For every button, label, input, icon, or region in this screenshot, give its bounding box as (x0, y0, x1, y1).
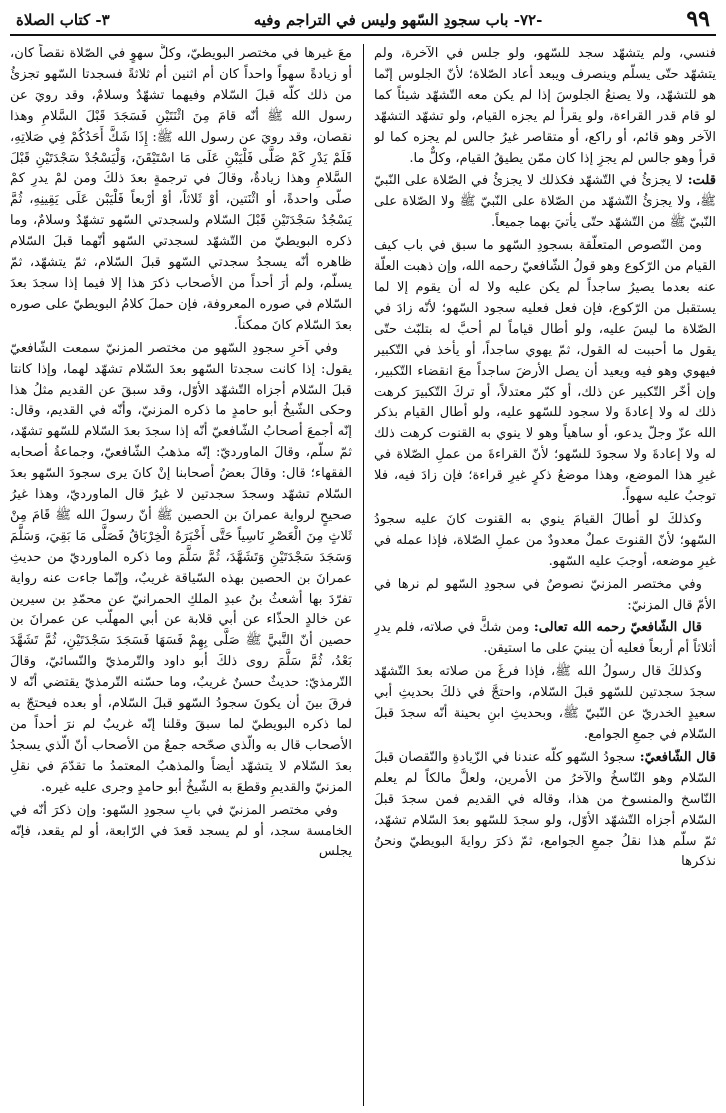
paragraph (10, 801, 352, 864)
running-header (10, 8, 716, 36)
paragraph (374, 236, 716, 508)
paragraph-text: وفي مختصر المزنيّ في بابِ سجودِ السّهو: وإن ذكرَ أنّه في الخامسة سجد، أو لم يسجد قعدَ في الرّابعة، أو لم يقعد، فإنّه يجلس (10, 802, 352, 860)
column-divider (363, 44, 364, 1106)
paragraph-text: معَ غيرها في مختصر البويطيّ، وكلُّ سهوٍ في الصّلاة نقصاً كان، أو زيادةً سهواً واحداً كان أم اثنين أم ثلاثةً فسجدتا السّهو تجزئُ من ذلك كلّه قبلَ السّلام وفيهما تشهّدٌ وسلامٌ، وقد رويَ عن رسول الله ﷺ أنّه قامَ مِنَ اثْنَتَيْنِ فَسَجَدَ قَبْلَ السَّلامِ وهذا نقصان، وقد رويَ عن رسول الله ﷺ: إِذَا شَكَّ أَحَدُكُمْ فِي صَلاتِهِ، فَلَمْ يَدْرِ كَمْ صَلَّى فَلْيَبْنِ عَلَى مَا اسْتَيْقَنَ، وَلْيَسْجُدْ سَجْدَتَيْنِ قَبْلَ السَّلامِ وهذا زيادةٌ، وقالَ في ترجمةٍ بعدَ ذلكَ ومن لمْ يدرِ كمْ صلّى واحدةً، أو اثْنَتين، أوْ ثَلاثاً، أوْ أرْبعاً فَلْيَبْن عَلَى يَقِينِهِ، ثُمَّ يَسْجُدُ سَجْدَتَيْنِ قَبْلَ السّلام ولسجدتي السّهو تشهّدٌ وسلامٌ، وما ذكره البويطيّ من التّشهّد لسجدتي السّهو أنّهما قبلَ السّلام ظاهره أنّه يسجدُ سجدتي السّهو قبلَ السّلام، ثمّ يتشهّد، ثمّ يسلّم، ولم أرَ أحداً من الأصحاب ذكرَ هذا إلا فيما إذا سجدَ بعدَ السّلام في صوره المعروفة، فإن حملَ كلامُ البويطيّ على صوره بعدَ السّلام كانَ ممكناً. (10, 46, 352, 333)
paragraph-text: لا يجزئُ في التّشهّد فكذلك لا يجزئُ في الصّلاة على النّبيّ ﷺ، ولا يجزئُ التّشهّد من الصّلاة على النّبيّ ﷺ ولا الصّلاة على النّبيّ ﷺ من التّشهّد حتّى يأتيَ بهما جميعاً. (374, 173, 716, 231)
paragraph (374, 510, 716, 573)
paragraph-text: وفي مختصر المزنيّ نصوصٌ في سجودِ السّهو لم نرها في الأمّ قال المزنيّ: (374, 576, 716, 613)
page-number: ٩٩ (686, 6, 710, 32)
two-column-body (10, 44, 716, 1106)
paragraph (10, 339, 352, 799)
paragraph (374, 748, 716, 873)
left-column (10, 44, 352, 1106)
paragraph-text: وكذلكَ لو أطالَ القيامَ ينوي به القنوت كانَ عليه سجودُ السّهو؛ لأنّ القنوتَ عملٌ معدودٌ من عملِ الصّلاة، فإذا عمله في غيرِ موضعه، أوجبَ عليه السّهو. (374, 511, 716, 569)
book-title: ٣- كتاب الصلاة (16, 11, 110, 29)
paragraph-lead: قلت: (687, 173, 716, 189)
running-title: -٧٢- باب سجودِ السّهو وليس في التراجم وفيه (253, 11, 543, 29)
paragraph-text: ومن النّصوص المتعلّقة بسجودِ السّهو ما سبق في باب كيف القيام من الرّكوع وهو قولُ الشّافعيّ رحمه الله، وإن ذهبت العلّة عنه بعدما يصيرُ ساجداً لم يكن عليه ولا له أن يقوم إلا لما يستقبل من الرّكوع، فإن فعل فعليه سجود السّهو؛ لأنّه زادَ في الصّلاة ما ليسَ عليه، ولو أطال قياماً لم أحبَّ له بتلبّث حتّى يقول ما أحببت له القول، ثمّ يهوي ساجداً، أو يأخذ في التّكبير فيهوي وهو فيه ويعيد أن يصل الأرضَ ساجداً معَ انقضاء التّكبير، وإن أخّر التّكبير عن ذلك، أو كبّر معتدلاً، أو تركَ التّكبيرَ كرهت ذلك له ولا إعادةَ ولا سجود للسّهو عليه، ولو أطال القيام بذكر الله عزّ وجلّ يدعو، أو ساهياً وهو لا ينوي به القنوت كرهت ذلك له ولا إعادةَ ولا سجودَ للسّهو؛ لأنّ القراءةَ من عملِ الصّلاة في غيرِ هذا الموضع، وهذا موضعُ ذكرٍ غيرِ قراءة؛ فإن زادَ فيه، فلا توجبُ عليه سهواً. (374, 238, 716, 505)
paragraph-text: وكذلكَ قال رسولُ الله ﷺ، فإذا فرغَ من صلاته بعدَ التّشهّد سجدَ سجدتين للسّهو قبلَ السّلام، واحتجَّ في ذلكَ بحديثِ أبي سعيدٍ الخدريّ عن النّبيّ ﷺ، وبحديثِ ابنِ بحينة أنّه سجدَ قبلَ السّلام في جمعِ الجوامع. (374, 664, 716, 742)
paragraph (10, 44, 352, 337)
paragraph (374, 575, 716, 617)
paragraph-lead: قال الشّافعيّ رحمه الله تعالى: (533, 620, 702, 636)
paragraph (374, 44, 716, 169)
paragraph-text: وفي آخرِ سجودِ السّهو من مختصر المزنيّ سمعت الشّافعيّ يقول: إذا كانت سجدتا السّهو بعدَ السّلام تشهّد لهما، وإذا كانتا قبلَ السّلام أجزاه التّشهّد الأوّل، وقد سبقَ عن القديم مثلُ هذا وحكى الشّيخُ أبو حامدٍ ما ذكره المزنيّ، وأنّه في القديم، وقال: إنّه أجمعَ أصحابُ الشّافعيّ أنّه إذا سجدَ بعدَ السّلام للسّهو تشهّد، ثمّ سلّم، وقالَ الماورديّ: إنّه مذهبُ الشّافعيّ، وجماعةُ أصحابه الفقهاء؛ قال: وقالَ بعضُ أصحابنا إنْ كانَ يرى سجودَ السّهو بعدَ السّلام تشهّد وسجدَ سجدتين لا غيرُ قال الماورديّ، وهذا غيرُ صحيحٍ لرواية عمرانَ بن الحصين ﷺ أنّ رسولَ الله ﷺ قَامَ مِنْ ثَلاثٍ مِنَ الْعَصْرِ نَاسِياً حَتَّى أَخْبَرَهُ الْخِرْبَاقُ فَصَلَّى مَا بَقِيَ، وَسَلَّمَ وَسَجَدَ سَجْدَتَيْنِ وَتَشَهَّدَ، ثُمَّ سَلَّمَ وما ذكره الماورديّ من حديثِ عمرانَ بن الحصين بهذه السّياقة غريبٌ، وإنّما جاءت عنه رواية تفرّدَ بها أشعثُ بنُ عبدِ الملكِ الحمرانيّ عن محمّدِ بن سيرين عن خالدٍ الحذّاء عن أبي قلابة عن أبي المهلّب عن عمرانَ بن حصين أنّ النَّبيَّ ﷺ صَلَّى بِهِمْ فَسَهَا فَسَجَدَ سَجْدَتَيْنِ، ثُمَّ تَشَهَّدَ بَعْدُ، ثُمَّ سَلَّمَ روى ذلكَ أبو داود والتّرمذيّ والنّسائيّ، وقالَ التّرمذيّ: حديثٌ حسنٌ غريبٌ، وما حسّنه التّرمذيّ يقتضي أنّه لا فرقَ بينَ أن يكونَ سجودُ السّهو قبلَ السّلام، أو بعده فيحتجّ به لما ذكره البويطيّ لما سبقَ وقلنا إنّه غريبٌ لم نرَ أحداً من الأصحاب قال به والّذي صحّحه جمعٌ من الأصحاب أنّ الّذي يسجدُ بعدَ السّلام لا يتشهّد أيضاً والمذهبُ المعتمدُ ما تقدّمَ في نقلِ المزنيّ والقديمِ وقطعَ به الشّيخُ أبو حامدٍ وجرى عليه غيره. (10, 340, 352, 795)
right-column (374, 44, 716, 1106)
paragraph-text: فنسي، ولم يتشهّد سجد للسّهو، ولو جلس في الآخرة، ولم يتشهّد حتّى يسلّم وينصرف ويبعد أعاد الصّلاة؛ لأنّ الجلوس إنّما هو للتشهّد، ولا يصنعُ الجلوسَ إذا لم يكن معه التّشهّد شيئاً كما لو قام قدر القراءة، ولو يقرأ لم يجزه القيام، ولو تشهّد التشهّد الآخر وهو قائم، أو راكع، أو متقاصر غيرُ جالس لم يجزه كما لو قرأ وهو جالس لم يجزِ إذا كان ممّن يطيقُ القيام، وكلٌّ ما. (374, 46, 716, 166)
paragraph (374, 171, 716, 234)
paragraph-lead: قال الشّافعيّ: (639, 749, 716, 765)
paragraph (374, 662, 716, 746)
paragraph (374, 618, 716, 660)
paragraph-text: سجودُ السّهو كلّه عندنا في الزّيادةِ والنّقصان قبلَ السّلام وهو النّاسخُ والآخرُ من الأمرين، ولعلَّ مالكاً لم يعلم النّاسخ والمنسوخ من هذا، وقاله في القديم فمن سجدَ قبلَ السّلام أجزاه التّشهّد الأوّل، ولو سجدَ للسّهو بعدَ السّلام تشهّد، ثمّ سلّم هذا نقلُ جمعِ الجوامع، ثمّ ذكرَ روايةَ البويطيّ ونحنُ نذكرها (374, 749, 716, 870)
paragraph-text: ومن شكَّ في صلاته، فلم يدرِ أثلاثاً أم أربعاً فعليه أن يبنيَ على ما استيقن. (374, 620, 716, 657)
